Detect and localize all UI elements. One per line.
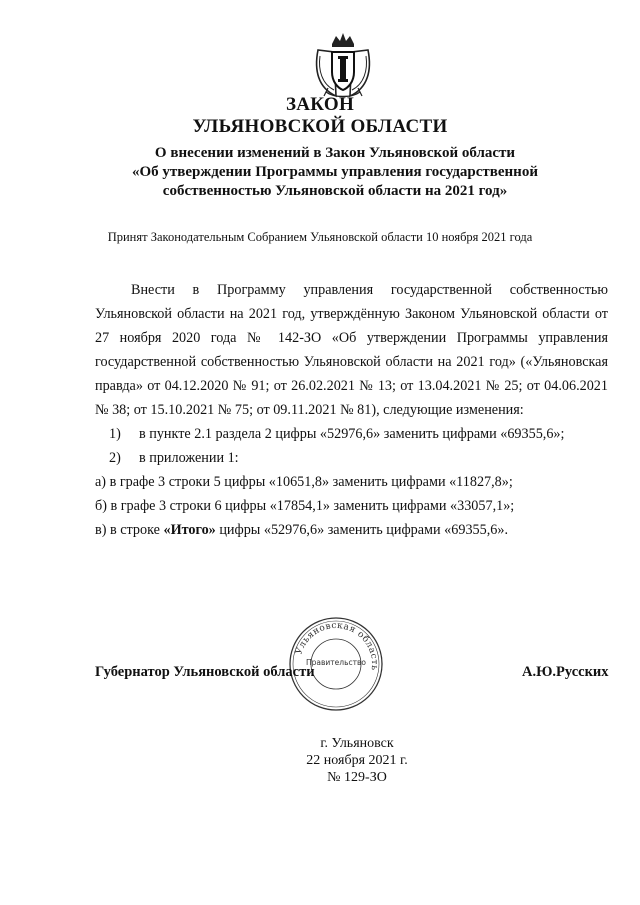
- item-text: в приложении 1:: [139, 450, 239, 466]
- subtitle-line: «Об утверждении Программы управления государственной: [132, 164, 538, 180]
- signing-date: 22 ноября 2021 г.: [306, 753, 408, 768]
- signing-city: г. Ульяновск: [320, 736, 394, 751]
- signing-details: [292, 735, 422, 786]
- item-text: в пункте 2.1 раздела 2 цифры «52976,6» заменить цифрами «69355,6»;: [139, 426, 565, 442]
- subtitle-line: собственностью Ульяновской области на 2021 год»: [162, 183, 508, 199]
- law-number: № 129-ЗО: [327, 770, 387, 785]
- sub-item-suffix: цифры «52976,6» заменить цифрами «69355,6».: [215, 522, 509, 538]
- item-number: 1): [109, 426, 121, 442]
- signatory-position: Губернатор Ульяновской области: [95, 664, 315, 680]
- sub-item: б) в графе 3 строки 6 цифры «17854,1» заменить цифрами «33057,1»;: [95, 498, 515, 514]
- sub-item: [95, 518, 608, 542]
- sub-item: а) в графе 3 строки 5 цифры «10651,8» заменить цифрами «11827,8»;: [95, 474, 513, 490]
- list-item: [95, 446, 608, 470]
- intro-paragraph: Внести в Программу управления государственной собственностью Ульяновской области на 2021 год, утверждённую Законом Ульяновской области от 27 ноября 2020 года № 142-ЗО «Об утверждении Программы управления государственной собственностью Ульяновской области на 2021 год» («Ульяновская правда» от 04.12.2020 № 91; от 26.02.2021 № 13; от 13.04.2021 № 25; от 04.06.2021 № 38; от 15.10.2021 № 75; от 09.11.2021 № 81), следующие изменения:: [95, 282, 608, 418]
- law-subtitle: [100, 144, 570, 201]
- sub-item-bold: «Итого»: [163, 522, 216, 538]
- seal-center-text: Правительство: [306, 658, 366, 667]
- adoption-note: Принят Законодательным Собранием Ульяновской области 10 ноября 2021 года: [107, 230, 533, 244]
- region-title: УЛЬЯНОВСКОЙ ОБЛАСТИ: [192, 116, 448, 137]
- subtitle-line: О внесении изменений в Закон Ульяновской области: [154, 145, 516, 161]
- signatory-name: А.Ю.Русских: [522, 664, 609, 680]
- sub-item-prefix: в) в строке: [95, 522, 164, 538]
- law-title: ЗАКОН: [285, 94, 355, 115]
- item-number: 2): [109, 450, 121, 466]
- law-body: [95, 278, 608, 542]
- coat-of-arms-emblem: [312, 30, 374, 100]
- seal-ring-text: Ульяновская область: [294, 620, 380, 672]
- list-item: [95, 422, 608, 446]
